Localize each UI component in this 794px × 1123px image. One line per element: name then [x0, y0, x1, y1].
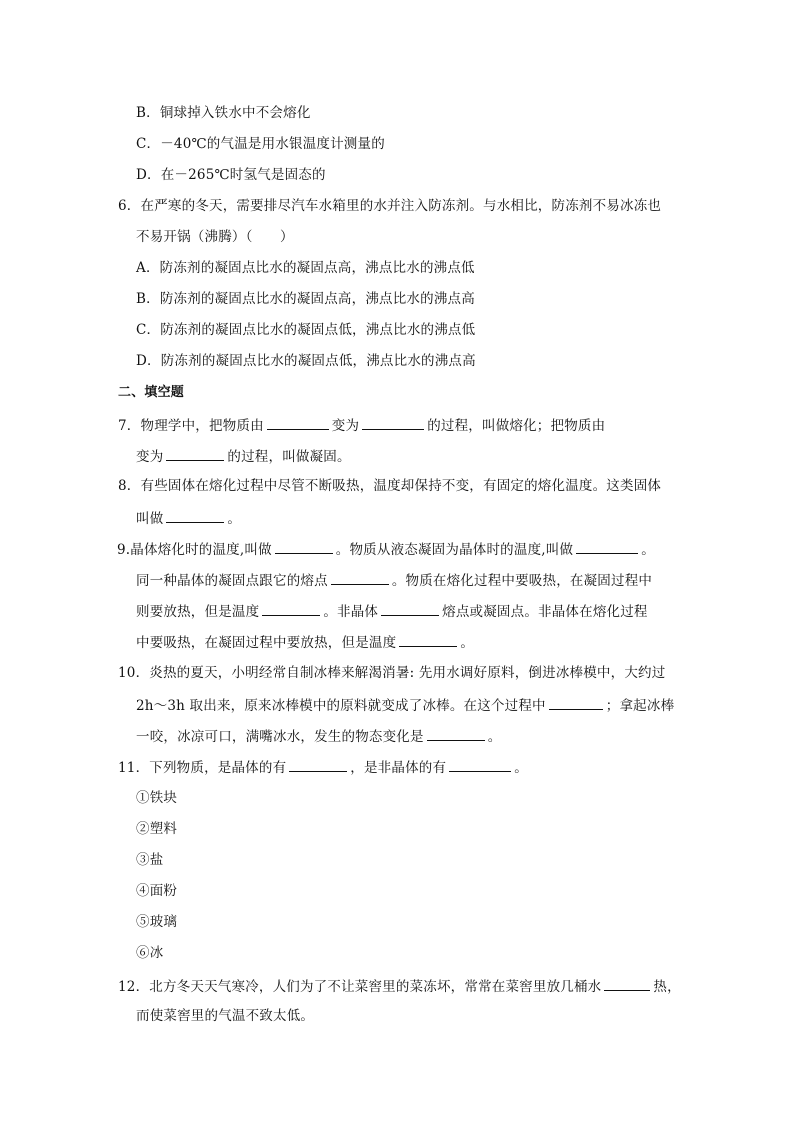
q8-blank-1[interactable]: [166, 508, 224, 523]
q11-blank-2[interactable]: [449, 757, 511, 772]
q7-text-1: 7．物理学中，把物质由: [118, 418, 264, 434]
q10-text-c1: 一咬，冰凉可口，满嘴冰水，发生的物态变化是: [136, 729, 424, 745]
q11-item-5: ⑤玻璃: [136, 914, 178, 930]
q8-line2: [136, 508, 241, 528]
q7-text-2: 变为: [331, 418, 360, 434]
q7-text-3: 的过程，叫做熔化；把物质由: [427, 418, 606, 434]
q7-blank-1[interactable]: [267, 415, 329, 430]
q11-item-4: ④面粉: [136, 883, 178, 899]
q10-line2: [136, 695, 674, 715]
q10-line3: [136, 726, 501, 746]
q9-text-c2: 。非晶体: [323, 604, 379, 620]
q9-text-c3: 熔点或凝固点。非晶体在熔化过程: [442, 604, 648, 620]
q12-blank-1[interactable]: [604, 976, 650, 991]
q9-line4: [136, 632, 474, 652]
q11-blank-1[interactable]: [289, 757, 347, 772]
q5-option-d: D．在－265℃时氢气是固态的: [136, 167, 326, 183]
q9-text-a3: 。: [641, 542, 655, 558]
q12-line1: [118, 976, 681, 996]
q9-text-a2: 。物质从液态凝固为晶体时的温度,叫做: [335, 542, 574, 558]
q7-text-4: 变为: [136, 449, 164, 465]
q12-line2: 而使菜窖里的气温不致太低。: [136, 1008, 315, 1024]
q9-blank-5[interactable]: [381, 601, 439, 616]
section-heading-fill-in: 二、填空题: [118, 385, 185, 400]
q7-blank-3[interactable]: [166, 446, 224, 461]
q5-option-c: C．－40℃的气温是用水银温度计测量的: [136, 136, 385, 152]
q9-text-a1: 9.晶体熔化时的温度,叫做: [117, 542, 272, 558]
q12-text-2: 热，: [653, 979, 681, 995]
q12-text-1: 12．北方冬天天气寒冷，人们为了不让菜窖里的菜冻坏，常常在菜窖里放几桶水: [118, 979, 602, 995]
q6-option-c: C．防冻剂的凝固点比水的凝固点低，沸点比水的沸点低: [136, 322, 476, 338]
q9-text-d1: 中要吸热，在凝固过程中要放热，但是温度: [136, 635, 397, 651]
q9-text-c1: 则要放热，但是温度: [136, 604, 260, 620]
q5-option-b: B．铜球掉入铁水中不会熔化: [136, 105, 311, 121]
q8-line1: 8．有些固体在熔化过程中尽管不断吸热，温度却保持不变，有固定的熔化温度。这类固体: [118, 478, 662, 494]
q7-blank-2[interactable]: [362, 415, 424, 430]
q11-text-3: 。: [514, 760, 528, 776]
q11-text-1: 11．下列物质，是晶体的有: [118, 760, 287, 776]
q10-text-c2: 。: [487, 729, 502, 745]
q9-text-d2: 。: [460, 635, 475, 651]
q11-stem: [118, 757, 528, 777]
q10-text-b1: 2h～3h 取出来，原来冰棒模中的原料就变成了冰棒。在这个过程中: [136, 698, 546, 714]
q9-blank-1[interactable]: [275, 539, 333, 554]
q9-line2: [136, 570, 652, 590]
q11-item-3: ③盐: [136, 852, 164, 868]
q9-line3: [136, 601, 648, 621]
q11-text-2: ，是非晶体的有: [350, 760, 447, 776]
q6-option-d: D．防冻剂的凝固点比水的凝固点低，沸点比水的沸点高: [136, 353, 476, 369]
q7-text-5: 的过程，叫做凝固。: [227, 449, 351, 465]
q11-item-1: ①铁块: [136, 790, 178, 806]
q9-text-b1: 同一种晶体的凝固点跟它的熔点: [136, 573, 328, 589]
q9-blank-4[interactable]: [262, 601, 320, 616]
q8-text-3: 。: [227, 511, 242, 527]
q6-option-b: B．防冻剂的凝固点比水的凝固点高，沸点比水的沸点高: [136, 291, 475, 307]
q7-line1: [118, 415, 605, 435]
q10-blank-1[interactable]: [549, 695, 603, 710]
q10-line1: 10．炎热的夏天，小明经常自制冰棒来解渴消暑: 先用水调好原料，倒进冰棒模中，大约过: [118, 665, 666, 681]
q6-stem-line1: 6．在严寒的冬天，需要排尽汽车水箱里的水并注入防冻剂。与水相比，防冻剂不易冰冻也: [118, 198, 662, 214]
q7-line2: [136, 446, 351, 466]
q9-text-b2: 。物质在熔化过程中要吸热，在凝固过程中: [391, 573, 653, 589]
q8-text-2: 叫做: [136, 511, 164, 527]
q10-blank-2[interactable]: [427, 726, 485, 741]
q11-item-6: ⑥冰: [136, 945, 164, 961]
q11-item-2: ②塑料: [136, 821, 178, 837]
q9-blank-6[interactable]: [399, 632, 457, 647]
q6-stem-line2: 不易开锅（沸腾）（ ）: [136, 229, 294, 245]
q6-option-a: A．防冻剂的凝固点比水的凝固点高，沸点比水的沸点低: [136, 260, 475, 276]
q9-line1: [117, 539, 655, 559]
q9-blank-2[interactable]: [576, 539, 638, 554]
q10-text-b2: ；拿起冰棒: [605, 698, 675, 714]
q9-blank-3[interactable]: [331, 570, 389, 585]
